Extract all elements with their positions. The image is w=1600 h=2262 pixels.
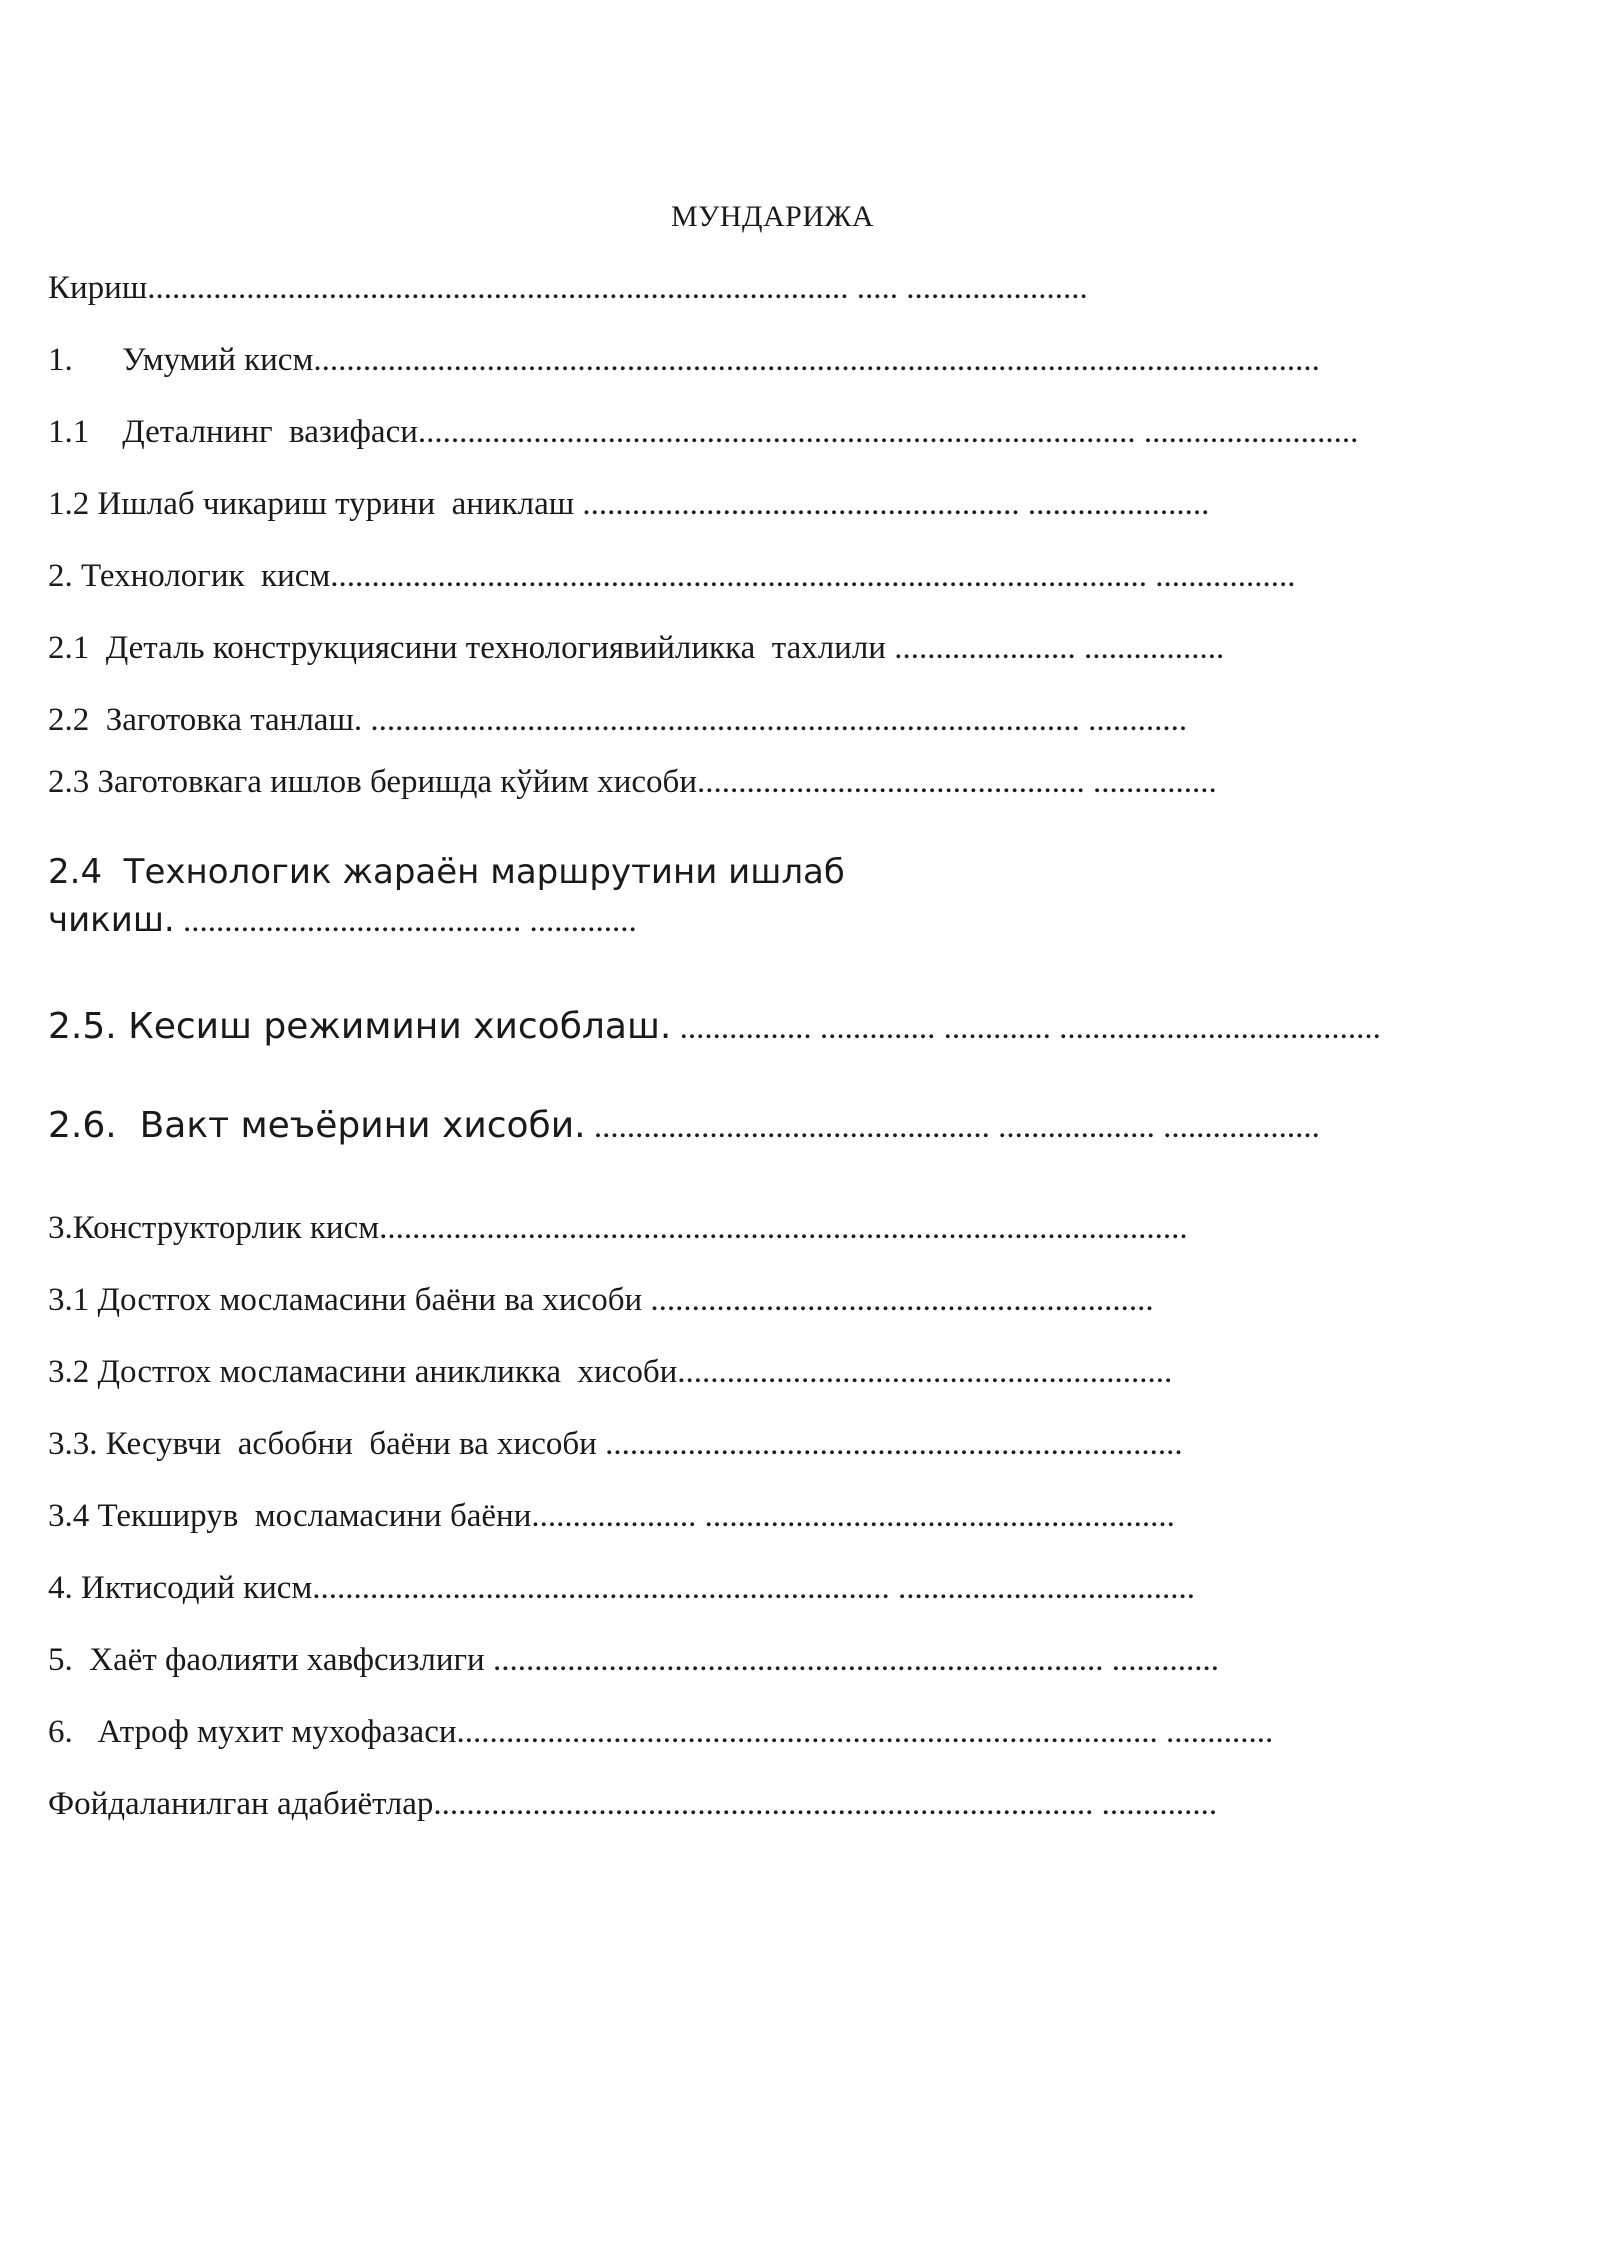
toc-leader-dots: ...................................................................... [596,1426,1183,1462]
toc-label: 4. Иктисодий кисм [48,1570,313,1606]
toc-label: 1.2 Ишлаб чикариш турини аниклаш [48,486,575,522]
toc-leader-dots: ............................................... ............... [697,764,1217,800]
toc-entry-3-1 [48,1280,1154,1320]
toc-entry-1-2 [48,484,1209,524]
toc-leader-dots: .......................................................................... ............. [484,1642,1219,1678]
toc-entry-3 [48,1208,1188,1248]
toc-entry-introduction [48,268,1088,308]
toc-label: 1. Умумий кисм [48,342,314,378]
page-title: МУНДАРИЖА [670,200,875,233]
toc-label: 2.3 Заготовкага ишлов беришда кўйим хисоби [48,764,698,800]
toc-label: 1.1 Деталнинг вазифаси [48,414,418,450]
toc-leader-dots: .......................................................................................................................... [313,342,1320,378]
toc-entry-3-3 [48,1424,1183,1464]
toc-entry-2-5 [48,1007,1381,1048]
toc-leader-dots: ..................................................................................... ..... ...................... [147,270,1088,306]
toc-leader-dots: ............................................................. [642,1282,1154,1318]
toc-entry-2-4-continued [48,900,637,941]
toc-label: 6. Атроф мухит мухофазаси [48,1714,457,1750]
toc-leader-dots: ................................................ ................... ................... [585,1109,1320,1145]
toc-entry-4 [48,1568,1195,1608]
toc-leader-dots: ..................................................................................... ............. [456,1714,1274,1750]
toc-entry-2-2 [48,700,1187,740]
toc-leader-dots: ............................................................ [677,1354,1173,1390]
toc-leader-dots: ...................... ................. [885,630,1225,666]
toc-leader-dots: ...................................................................................... ............ [362,702,1188,738]
toc-label: 3.Конструкторлик кисм [48,1210,380,1246]
toc-label: 2.2 Заготовка танлаш. [48,702,363,738]
toc-label: Фойдаланилган адабиётлар [48,1786,434,1822]
toc-entry-references [48,1784,1217,1824]
toc-label-line2: чикиш. [48,900,175,940]
toc-label-line1: 2.4 Технологик жараён маршрутини ишлаб [48,852,845,892]
toc-label: 5. Хаёт фаолияти хавфсизлиги [48,1642,485,1678]
toc-entry-1-1 [48,412,1358,452]
toc-leader-dots: ................................................................................ .............. [433,1786,1218,1822]
toc-label: 3.2 Достгох мосламасини аникликка хисоби [48,1354,678,1390]
toc-label: 2.1 Деталь конструкциясини технологиявийликка тахлили [48,630,886,666]
toc-label: 2.5. Кесиш режимини хисоблаш. [48,1006,672,1047]
toc-leader-dots: ...................................................................... .................................... [312,1570,1196,1606]
toc-leader-dots: ......................................... ............. [174,903,637,939]
toc-label: 3.3. Кесувчи асбобни баёни ва хисоби [48,1426,597,1462]
toc-label: 3.4 Текширув мосламасини баёни [48,1498,532,1534]
toc-entry-2-4 [48,852,845,892]
toc-entry-3-4 [48,1496,1175,1536]
toc-label: 3.1 Достгох мосламасини баёни ва хисоби [48,1282,643,1318]
toc-leader-dots: .................................................................................................. [379,1210,1188,1246]
toc-entry-3-2 [48,1352,1172,1392]
toc-label: 2. Технологик кисм [48,558,331,594]
toc-leader-dots: ................................................................................................... ................. [330,558,1296,594]
toc-entry-2-1 [48,628,1224,668]
toc-leader-dots: ....................................................................................... .......................... [417,414,1359,450]
toc-leader-dots: ..................................................... ...................... [574,486,1210,522]
toc-entry-1 [48,340,1320,380]
toc-entry-2-6 [48,1106,1320,1147]
toc-label: Кириш [48,270,148,306]
toc-entry-6 [48,1712,1273,1752]
toc-entry-5 [48,1640,1219,1680]
toc-leader-dots: .................... ......................................................... [531,1498,1175,1534]
toc-leader-dots: ................ .............. ............. ....................................... [671,1010,1381,1046]
toc-entry-2 [48,556,1296,596]
toc-entry-2-3 [48,762,1217,802]
toc-label: 2.6. Вакт меъёрини хисоби. [48,1105,586,1146]
